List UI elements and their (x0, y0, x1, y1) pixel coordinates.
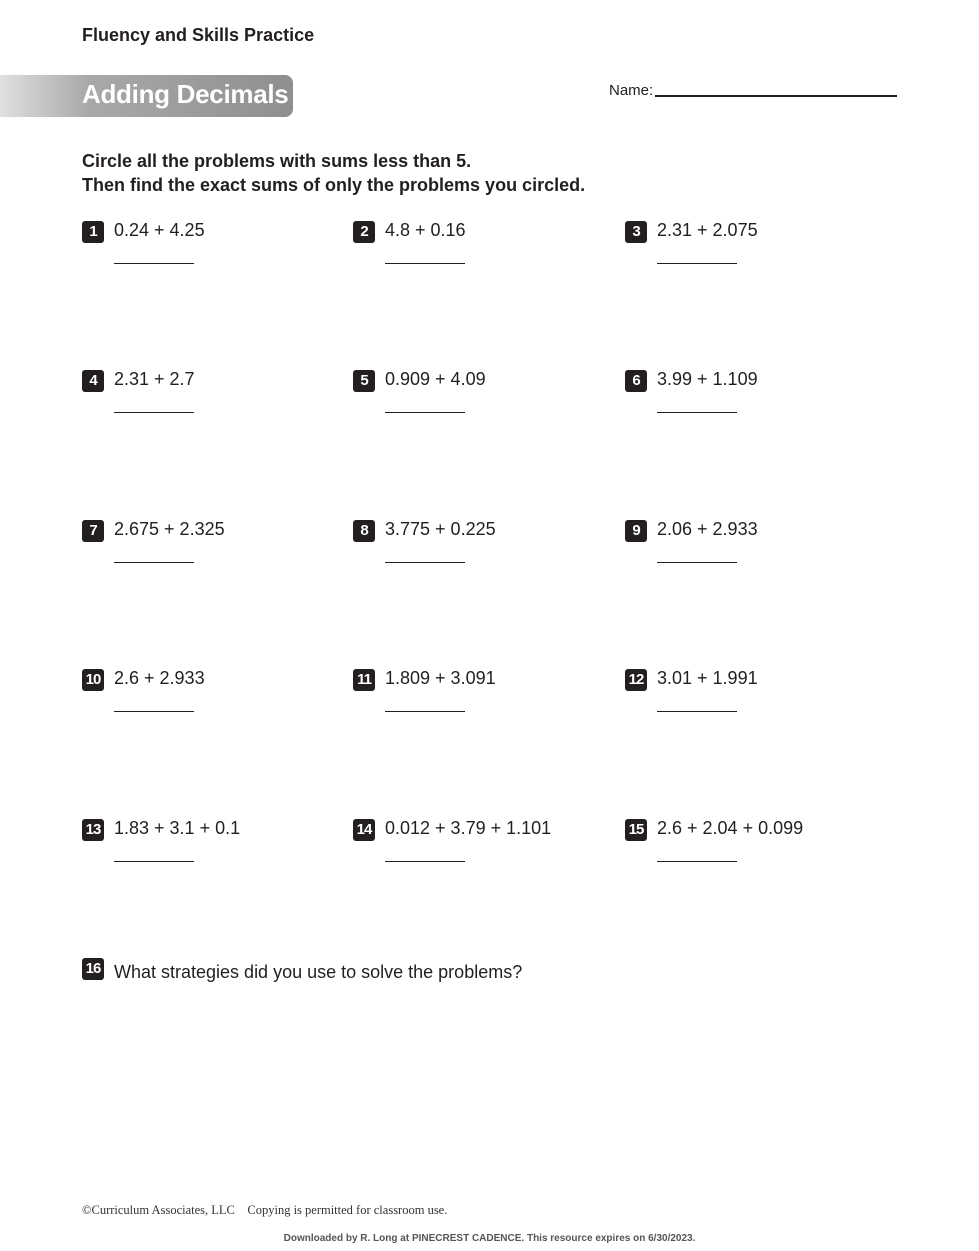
section-label: Fluency and Skills Practice (82, 25, 315, 45)
question-16-text: What strategies did you use to solve the problems? (114, 962, 523, 982)
problem-15[interactable] (625, 819, 885, 889)
problem-10[interactable] (82, 669, 342, 739)
problem-expression: 2.6 + 2.04 + 0.099 (657, 818, 804, 838)
page-title: Adding Decimals (82, 79, 289, 109)
problem-3[interactable] (625, 221, 885, 291)
problem-14[interactable] (353, 819, 613, 889)
name-label: Name: (609, 82, 654, 99)
answer-line[interactable] (657, 711, 737, 712)
problem-number-badge: 7 (82, 520, 104, 542)
problem-5[interactable] (353, 370, 613, 440)
instructions (82, 149, 585, 197)
problem-expression: 2.06 + 2.933 (657, 519, 758, 539)
instructions-line-2: Then find the exact sums of only the problems you circled. (82, 175, 586, 195)
problem-expression: 3.99 + 1.109 (657, 369, 758, 389)
problem-13[interactable] (82, 819, 342, 889)
problem-2[interactable] (353, 221, 613, 291)
answer-line[interactable] (385, 562, 465, 563)
answer-line[interactable] (657, 562, 737, 563)
answer-line[interactable] (114, 412, 194, 413)
problem-number-badge: 5 (353, 370, 375, 392)
problem-number-badge: 4 (82, 370, 104, 392)
problem-number-badge: 9 (625, 520, 647, 542)
problem-expression: 4.8 + 0.16 (385, 220, 466, 240)
answer-line[interactable] (385, 861, 465, 862)
answer-line[interactable] (114, 861, 194, 862)
problem-1[interactable] (82, 221, 342, 291)
problem-number-badge: 1 (82, 221, 104, 243)
problem-expression: 2.675 + 2.325 (114, 519, 225, 539)
problem-expression: 2.31 + 2.7 (114, 369, 195, 389)
problem-9[interactable] (625, 520, 885, 590)
answer-line[interactable] (114, 263, 194, 264)
problem-7[interactable] (82, 520, 342, 590)
problem-number-badge: 11 (353, 669, 375, 691)
problem-number-badge: 12 (625, 669, 647, 691)
problem-number-badge: 8 (353, 520, 375, 542)
problem-expression: 3.01 + 1.991 (657, 668, 758, 688)
instructions-line-1: Circle all the problems with sums less than 5. (82, 151, 472, 171)
problem-expression: 2.6 + 2.933 (114, 668, 205, 688)
problem-12[interactable] (625, 669, 885, 739)
problem-number-badge: 16 (82, 958, 104, 980)
answer-line[interactable] (657, 412, 737, 413)
problem-4[interactable] (82, 370, 342, 440)
answer-line[interactable] (385, 711, 465, 712)
answer-line[interactable] (385, 412, 465, 413)
problem-expression: 3.775 + 0.225 (385, 519, 496, 539)
problem-expression: 0.012 + 3.79 + 1.101 (385, 818, 552, 838)
problem-number-badge: 2 (353, 221, 375, 243)
problem-number-badge: 15 (625, 819, 647, 841)
answer-line[interactable] (657, 861, 737, 862)
problem-expression: 0.24 + 4.25 (114, 220, 205, 240)
problem-8[interactable] (353, 520, 613, 590)
problem-expression: 1.809 + 3.091 (385, 668, 496, 688)
problem-number-badge: 3 (625, 221, 647, 243)
answer-line[interactable] (114, 562, 194, 563)
problem-expression: 1.83 + 3.1 + 0.1 (114, 818, 241, 838)
question-16 (82, 958, 782, 988)
answer-line[interactable] (385, 263, 465, 264)
copyright-notice: ©Curriculum Associates, LLC Copying is permitted for classroom use. (82, 1203, 448, 1217)
problem-number-badge: 10 (82, 669, 104, 691)
problem-expression: 0.909 + 4.09 (385, 369, 486, 389)
problem-6[interactable] (625, 370, 885, 440)
problem-11[interactable] (353, 669, 613, 739)
problem-expression: 2.31 + 2.075 (657, 220, 758, 240)
answer-line[interactable] (657, 263, 737, 264)
problem-number-badge: 13 (82, 819, 104, 841)
download-note: Downloaded by R. Long at PINECREST CADENCE. This resource expires on 6/30/2023. (283, 1233, 696, 1244)
problem-number-badge: 6 (625, 370, 647, 392)
problem-number-badge: 14 (353, 819, 375, 841)
name-field[interactable] (655, 95, 897, 97)
answer-line[interactable] (114, 711, 194, 712)
